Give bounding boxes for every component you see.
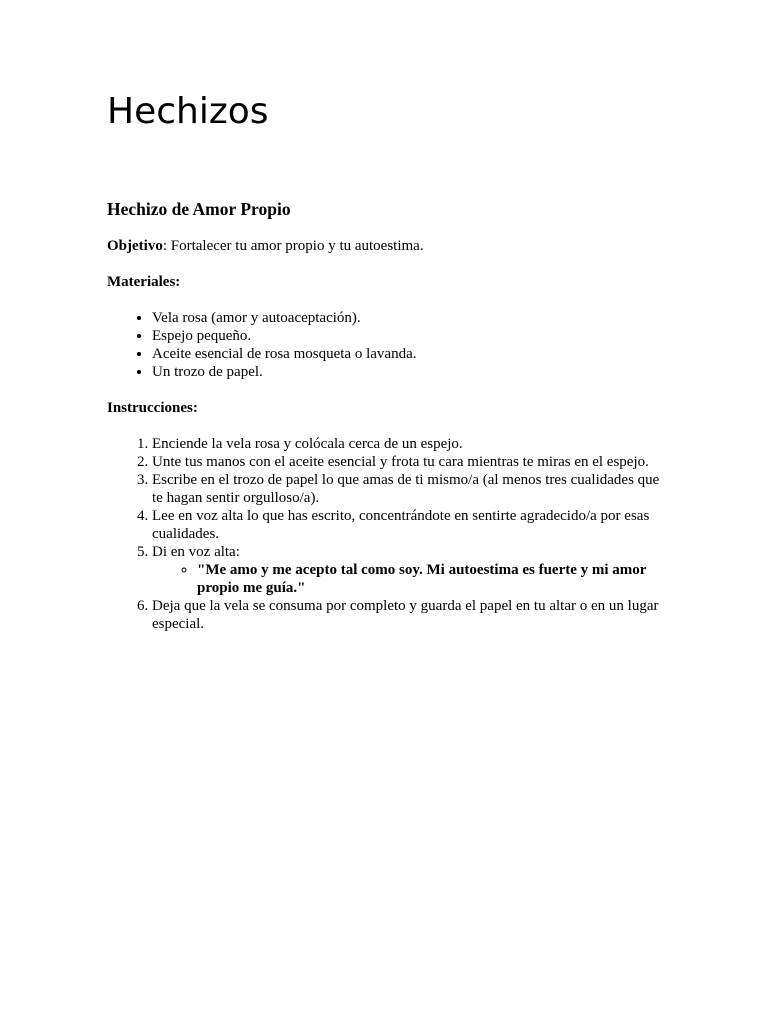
list-item: 6. Deja que la vela se consuma por completo y guarda el papel en tu altar o en un lugar especial. <box>152 597 667 633</box>
objective-label: Objetivo <box>107 238 163 254</box>
instructions-label: Instrucciones: <box>107 400 198 416</box>
affirmation-list <box>152 561 667 597</box>
section-heading: Hechizo de Amor Propio <box>107 199 291 219</box>
objective-paragraph <box>107 237 667 255</box>
list-item: 2. Unte tus manos con el aceite esencial y frota tu cara mientras te miras en el espejo. <box>152 453 667 471</box>
list-item: 3. Escribe en el trozo de papel lo que amas de ti mismo/a (al menos tres cualidades que te hagan sentir orgulloso/a). <box>152 471 667 507</box>
list-item: 1. Enciende la vela rosa y colócala cerca de un espejo. <box>152 435 667 453</box>
document-title: Hechizos <box>107 91 269 132</box>
list-item: • Un trozo de papel. <box>152 363 667 381</box>
document-body <box>107 198 667 633</box>
materials-list <box>107 309 667 381</box>
materials-label: Materiales: <box>107 274 181 290</box>
list-item-with-affirmation <box>152 543 667 597</box>
affirmation-item: ◦ "Me amo y me acepto tal como soy. Mi autoestima es fuerte y mi amor propio me guía." <box>197 561 667 597</box>
step-text: Di en voz alta: <box>152 544 240 560</box>
objective-text: : Fortalecer tu amor propio y tu autoestima. <box>162 238 424 254</box>
list-item: • Espejo pequeño. <box>152 327 667 345</box>
list-item: • Vela rosa (amor y autoaceptación). <box>152 309 667 327</box>
instructions-list <box>107 435 667 633</box>
list-item: 4. Lee en voz alta lo que has escrito, concentrándote en sentirte agradecido/a por esas cualidades. <box>152 507 667 543</box>
list-item: • Aceite esencial de rosa mosqueta o lavanda. <box>152 345 667 363</box>
